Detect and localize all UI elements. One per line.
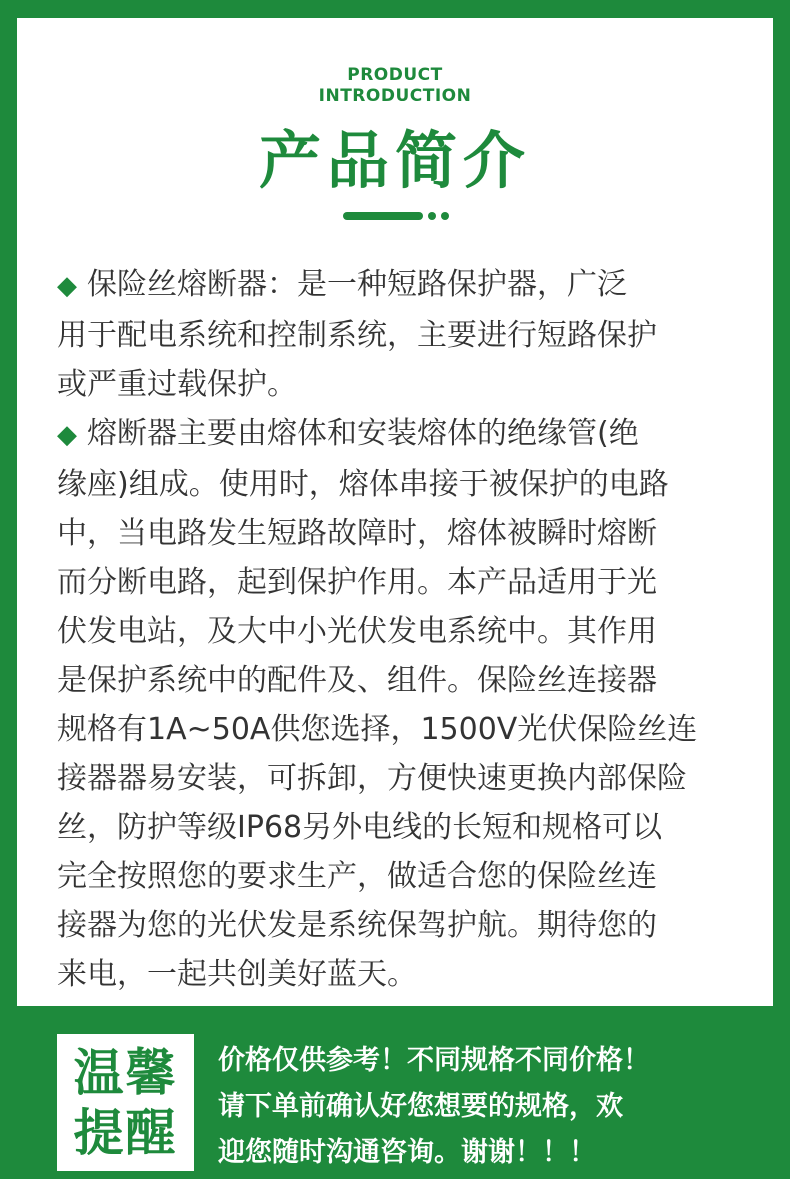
paragraph-fuse-definition xyxy=(57,260,747,409)
title-underline xyxy=(343,212,449,220)
text-line: 用于配电系统和控制系统，主要进行短路保护 xyxy=(57,318,657,353)
text-line: 丝，防护等级IP68另外电线的长短和规格可以 xyxy=(57,810,663,845)
underline-bar xyxy=(343,212,423,220)
text-line: 是保护系统中的配件及、组件。保险丝连接器 xyxy=(57,663,657,698)
text-line: 来电，一起共创美好蓝天。 xyxy=(57,957,417,992)
underline-dot xyxy=(441,212,449,220)
notice-badge-line2: 提醒 xyxy=(73,1103,178,1162)
intro-card xyxy=(17,18,773,1006)
text-line: 而分断电路，起到保护作用。本产品适用于光 xyxy=(57,565,657,600)
text-line: 或严重过载保护。 xyxy=(57,367,297,402)
text-line: 缘座)组成。使用时，熔体串接于被保护的电路 xyxy=(57,467,669,502)
text-line: 中，当电路发生短路故障时，熔体被瞬时熔断 xyxy=(57,516,657,551)
notice-line: 请下单前确认好您想要的规格，欢 xyxy=(218,1091,623,1122)
text-line: 接器器易安装，可拆卸，方便快速更换内部保险 xyxy=(57,761,687,796)
diamond-bullet-icon: ◆ xyxy=(57,271,77,301)
text-line: ◆ 熔断器主要由熔体和安装熔体的绝缘管(绝 xyxy=(57,409,747,460)
underline-dot xyxy=(428,212,436,220)
text-line: 接器为您的光伏发是系统保驾护航。期待您的 xyxy=(57,908,657,943)
price-notice xyxy=(218,1038,758,1176)
notice-badge-line1: 温馨 xyxy=(73,1043,178,1102)
notice-line: 迎您随时沟通咨询。谢谢！！！ xyxy=(218,1137,596,1168)
section-kicker-line1: PRODUCT xyxy=(347,65,443,85)
text-line: 完全按照您的要求生产，做适合您的保险丝连 xyxy=(57,859,657,894)
paragraph-fuse-structure xyxy=(57,409,747,999)
notice-line: 价格仅供参考！不同规格不同价格！ xyxy=(218,1045,650,1076)
text-line: 伏发电站，及大中小光伏发电系统中。其作用 xyxy=(57,614,657,649)
text-line: ◆ 保险丝熔断器：是一种短路保护器，广泛 xyxy=(57,260,747,311)
diamond-bullet-icon: ◆ xyxy=(57,420,77,450)
page-title: 产品简介 xyxy=(258,124,531,197)
section-kicker-line2: INTRODUCTION xyxy=(318,86,472,106)
intro-body xyxy=(57,260,747,999)
text-line: 规格有1A~50A供您选择，1500V光伏保险丝连 xyxy=(57,712,698,747)
notice-badge xyxy=(57,1034,194,1171)
